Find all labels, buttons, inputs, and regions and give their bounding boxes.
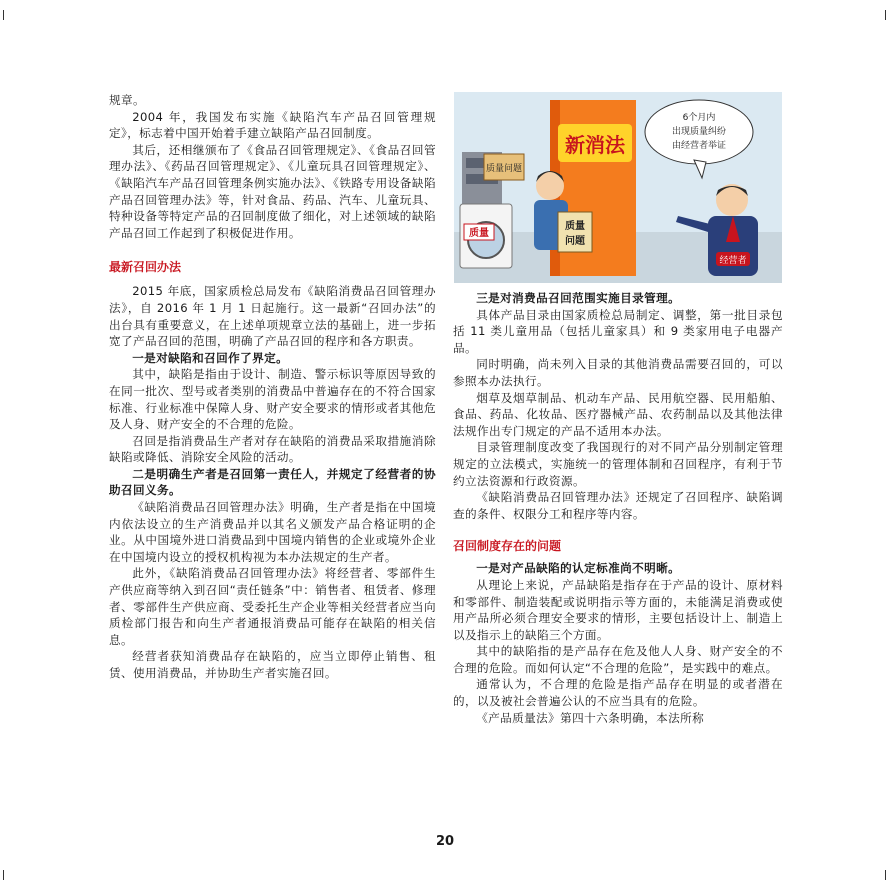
paragraph: 其中，缺陷是指由于设计、制造、警示标识等原因导致的在同一批次、型号或者类别的消费品中普遍存在的不符合国家标准、行业标准中保障人身、财产安全要求的情形或者其他危及人身、财产安全的不合理的危险。	[109, 367, 436, 432]
paragraph: 其中的缺陷指的是产品存在危及他人人身、财产安全的不合理的危险。而如何认定“不合理的危险”，是实践中的难点。	[453, 644, 783, 675]
svg-text:出现质量纠纷	[672, 125, 726, 137]
box-label-quality	[565, 219, 585, 232]
bubble-line: 出现质量纠纷	[671, 127, 727, 137]
section-heading-recall-problems: 召回制度存在的问题	[453, 539, 562, 554]
box-label-line: 问题	[565, 236, 585, 247]
bold-point: 一是对缺陷和召回作了界定。	[132, 350, 289, 365]
paragraph: 《缺陷消费品召回管理办法》明确，生产者是指在中国境内依法设立的生产消费品并以其名义颁发产品合格证明的企业。从中国境外进口消费品到中国境内销售的企业或境外企业在中国境内设立的授权机构视为本办法规定的生产者。	[109, 500, 436, 564]
bold-point: 二是明确生产者是召回第一责任人，并规定了经营者的协助召回义务。	[109, 466, 436, 498]
bubble-line: 6个月内	[682, 113, 716, 123]
paragraph: 目录管理制度改变了我国现行的对不同产品分别制定管理规定的立法模式，实施统一的管理体制和召回程序，有利于节约立法资源和行政资源。	[453, 440, 783, 488]
right-column	[453, 290, 783, 726]
paragraph: 《缺陷消费品召回管理办法》还规定了召回程序、缺陷调查的条件、权限分工和程序等内容。	[453, 490, 783, 521]
paragraph: 规章。	[109, 93, 145, 107]
bubble-line: 由经营者举证	[671, 141, 727, 151]
paragraph: 此外，《缺陷消费品召回管理办法》将经营者、零部件生产供应商等纳入到召回“责任链条”中：销售者、租赁者、修理者、零部件生产供应商、受委托生产企业等相关经营者应当向质检部门报告和向生产者通报消费品可能存在缺陷的相关信息。	[109, 566, 436, 647]
illustration-new-consumer-law	[454, 92, 782, 283]
washer-label: 质量	[469, 228, 489, 239]
section-heading-latest-recall: 最新召回办法	[109, 260, 182, 275]
paragraph: 从理论上来说，产品缺陷是指存在于产品的设计、原材料和零部件、制造装配或说明指示等方面的，未能满足消费或使用产品所必须合理安全要求的情形，主要包括设计上、制造上以及指示上的缺陷三个方面。	[453, 577, 783, 642]
crop-mark-bottom-right	[885, 870, 886, 880]
crop-mark-top-left	[3, 10, 4, 20]
crop-mark-top-right	[885, 10, 886, 20]
paragraph: 烟草及烟草制品、机动车产品、民用航空器、民用船舶、食品、药品、化妆品、医疗器械产品、农药制品以及其他法律法规作出专门规定的产品不适用本办法。	[453, 390, 783, 438]
paragraph: 2015 年底，国家质检总局发布《缺陷消费品召回管理办法》，自 2016 年 1 月 1 日起施行。这一最新“召回办法”的出台具有重要意义，在上述单项规章立法的基础上，进一步拓宽了产品召回的范围，明确了产品召回的程序和各方职责。	[109, 284, 436, 349]
paragraph: 其后，还相继颁布了《食品召回管理规定》、《食品召回管理办法》、《药品召回管理规定》、《儿童玩具召回管理规定》、《缺陷汽车产品召回管理条例实施办法》、《铁路专用设备缺陷产品召回管理办法》等，针对食品、药品、汽车、儿童玩具、特种设备等特定产品的召回制度做了细化，对上述领域的缺陷产品召回工作起到了积极促进作用。	[109, 142, 436, 240]
paragraph: 经营者获知消费品存在缺陷的，应当立即停止销售、租赁、使用消费品，并协助生产者实施召回。	[109, 649, 436, 680]
box-label-quality-problem: 质量问题	[485, 164, 523, 174]
bold-point: 三是对消费品召回范围实施目录管理。	[476, 291, 681, 305]
crop-mark-bottom-left	[3, 870, 4, 880]
paragraph: 具体产品目录由国家质检总局制定、调整，第一批目录包括 11 类儿童用品（包括儿童家具）和 9 类家用电子电器产品。	[453, 307, 783, 355]
box-label-problem	[565, 234, 585, 247]
paragraph: 2004 年，我国发布实施《缺陷汽车产品召回管理规定》，标志着中国开始着手建立缺陷产品召回制度。	[109, 109, 436, 141]
paragraph: 《产品质量法》第四十六条明确，本法所称	[476, 710, 705, 725]
paragraph: 通常认为，不合理的危险是指产品存在明显的或者潜在的，以及被社会普遍公认的不应当具有的危险。	[453, 677, 783, 709]
billboard-text: 新消法	[565, 133, 625, 157]
badge-operator: 经营者	[719, 256, 747, 266]
svg-text:6个月内	[683, 111, 716, 123]
paragraph: 召回是指消费品生产者对存在缺陷的消费品采取措施消除缺陷或降低、消除安全风险的活动。	[109, 433, 436, 465]
page-number: 20	[435, 834, 455, 849]
box-label-line: 质量	[565, 221, 585, 232]
left-column	[109, 92, 436, 682]
paragraph: 同时明确，尚未列入目录的其他消费品需要召回的，可以参照本办法执行。	[453, 357, 783, 388]
bold-point: 一是对产品缺陷的认定标准尚不明晰。	[476, 561, 681, 576]
svg-text:由经营者举证	[672, 139, 726, 151]
